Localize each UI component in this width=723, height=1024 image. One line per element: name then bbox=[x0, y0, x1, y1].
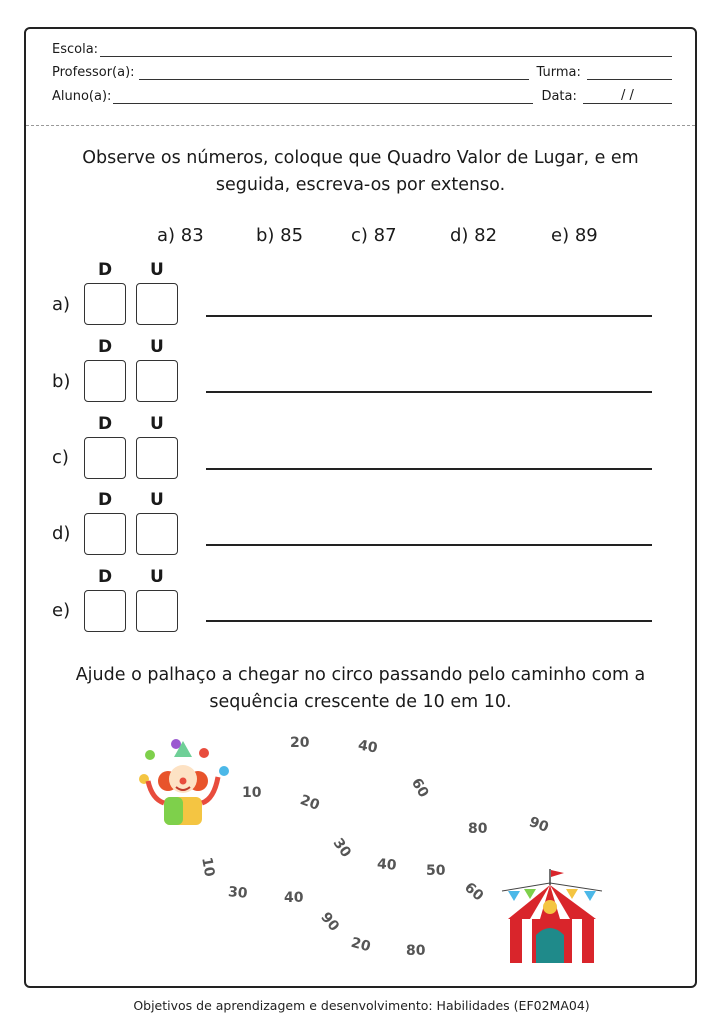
row-label-a: a) bbox=[52, 294, 71, 315]
student-label: Aluno(a): bbox=[52, 89, 112, 104]
date-label: Data: bbox=[541, 89, 577, 104]
tens-box-e[interactable] bbox=[84, 590, 126, 632]
column-d-label: D bbox=[98, 567, 113, 587]
number-b: b) 85 bbox=[256, 225, 304, 246]
units-box-c[interactable] bbox=[136, 437, 178, 479]
number-e: e) 89 bbox=[551, 225, 598, 246]
number-d: d) 82 bbox=[450, 225, 498, 246]
column-u-label: U bbox=[150, 567, 164, 587]
maze-number: 30 bbox=[329, 835, 354, 861]
column-u-label: U bbox=[150, 490, 164, 510]
exercise2-instruction-line1: Ajude o palhaço a chegar no circo passando pelo caminho com a bbox=[75, 665, 646, 685]
tens-box-b[interactable] bbox=[84, 360, 126, 402]
maze-number: 20 bbox=[349, 934, 373, 956]
row-label-c: c) bbox=[52, 447, 69, 468]
exercise1-instruction bbox=[46, 145, 675, 199]
number-a: a) 83 bbox=[157, 225, 204, 246]
write-line-d[interactable] bbox=[206, 544, 652, 546]
column-d-label: D bbox=[98, 414, 113, 434]
student-field bbox=[52, 89, 672, 104]
maze-number: 10 bbox=[242, 785, 262, 801]
student-line[interactable] bbox=[113, 89, 533, 104]
write-line-e[interactable] bbox=[206, 620, 652, 622]
exercise2-instruction-line2: sequência crescente de 10 em 10. bbox=[209, 692, 512, 712]
school-label: Escola: bbox=[52, 42, 99, 57]
footer-text: Objetivos de aprendizagem e desenvolvimento: Habilidades (EF02MA04) bbox=[133, 998, 590, 1013]
tens-box-c[interactable] bbox=[84, 437, 126, 479]
maze-number: 90 bbox=[526, 814, 551, 836]
maze-number: 90 bbox=[317, 909, 343, 935]
column-u-label: U bbox=[150, 260, 164, 280]
exercise1-instruction-line2: seguida, escreva-os por extenso. bbox=[215, 175, 506, 195]
exercise1-instruction-line1: Observe os números, coloque que Quadro Valor de Lugar, e em bbox=[82, 148, 639, 168]
maze-number: 20 bbox=[290, 735, 310, 751]
worksheet bbox=[24, 27, 697, 988]
column-u-label: U bbox=[150, 414, 164, 434]
teacher-label: Professor(a): bbox=[52, 65, 135, 80]
row-label-d: d) bbox=[52, 523, 71, 544]
school-line[interactable] bbox=[100, 42, 672, 57]
clown-icon bbox=[134, 737, 234, 829]
maze-number: 40 bbox=[376, 856, 398, 874]
column-d-label: D bbox=[98, 490, 113, 510]
maze-number: 20 bbox=[297, 792, 322, 814]
maze-number: 30 bbox=[227, 884, 249, 902]
number-c: c) 87 bbox=[351, 225, 397, 246]
write-line-c[interactable] bbox=[206, 468, 652, 470]
exercise2-instruction bbox=[46, 662, 675, 716]
maze-number: 50 bbox=[426, 863, 446, 879]
tens-box-a[interactable] bbox=[84, 283, 126, 325]
teacher-field bbox=[52, 65, 672, 80]
units-box-d[interactable] bbox=[136, 513, 178, 555]
maze-number: 60 bbox=[407, 775, 432, 801]
teacher-line[interactable] bbox=[139, 65, 529, 80]
column-d-label: D bbox=[98, 337, 113, 357]
circus-tent-icon bbox=[500, 867, 604, 967]
column-d-label: D bbox=[98, 260, 113, 280]
row-label-b: b) bbox=[52, 371, 71, 392]
column-u-label: U bbox=[150, 337, 164, 357]
units-box-a[interactable] bbox=[136, 283, 178, 325]
maze-number: 40 bbox=[284, 890, 304, 906]
header-divider bbox=[26, 125, 695, 126]
date-line[interactable]: / / bbox=[583, 89, 672, 104]
class-label: Turma: bbox=[536, 65, 581, 80]
units-box-b[interactable] bbox=[136, 360, 178, 402]
tens-box-d[interactable] bbox=[84, 513, 126, 555]
row-label-e: e) bbox=[52, 600, 71, 621]
maze-number: 10 bbox=[198, 856, 218, 878]
class-line[interactable] bbox=[587, 65, 672, 80]
maze-number: 40 bbox=[356, 737, 379, 757]
school-field bbox=[52, 42, 672, 57]
maze-number: 60 bbox=[461, 879, 487, 905]
write-line-a[interactable] bbox=[206, 315, 652, 317]
maze-number: 80 bbox=[406, 943, 426, 959]
maze-number: 80 bbox=[468, 821, 488, 837]
write-line-b[interactable] bbox=[206, 391, 652, 393]
units-box-e[interactable] bbox=[136, 590, 178, 632]
